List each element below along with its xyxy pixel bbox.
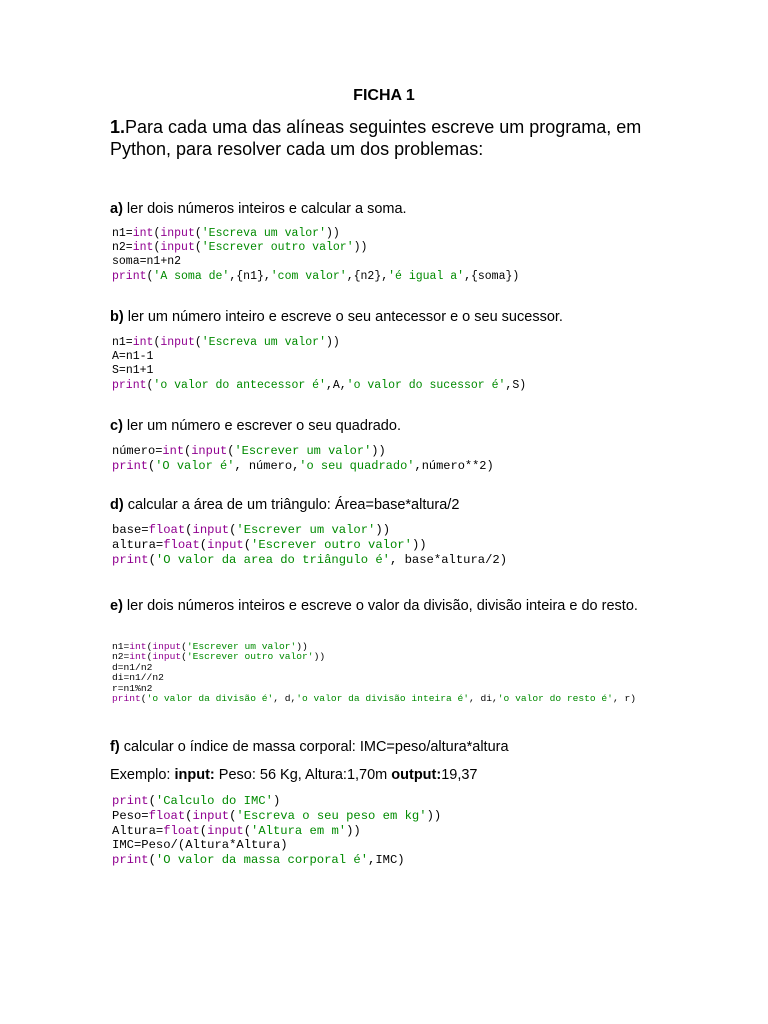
- code-line: print('o valor do antecessor é',A,'o valor do sucessor é',S): [112, 378, 527, 392]
- question-letter: e): [110, 598, 123, 614]
- question-text: ler dois números inteiros e calcular a soma.: [122, 201, 407, 217]
- question-e: [110, 597, 640, 615]
- example-input-text: Peso: 56 Kg, Altura:1,70m: [214, 767, 392, 783]
- question-f: [110, 738, 670, 756]
- question-letter: f): [110, 739, 120, 755]
- question-text: calcular o índice de massa corporal: IMC=peso/altura*altura: [119, 739, 509, 755]
- example-input-label: input:: [174, 767, 215, 783]
- code-line: n2=int(input('Escrever outro valor')): [112, 651, 326, 663]
- example-output-label: output:: [391, 767, 442, 783]
- example-output-text: 19,37: [441, 767, 478, 783]
- code-line: n1=int(input('Escreva um valor')): [112, 227, 340, 240]
- question-letter: a): [110, 201, 123, 217]
- code-block-c: [112, 444, 494, 474]
- code-line: d=n1/n2: [112, 661, 153, 673]
- code-line: altura=float(input('Escrever outro valor')): [112, 538, 427, 552]
- code-line: número=int(input('Escrever um valor')): [112, 444, 386, 458]
- code-line: print('Calculo do IMC'): [112, 794, 281, 808]
- example-prefix: Exemplo:: [110, 767, 175, 783]
- question-letter: d): [110, 497, 124, 513]
- code-block-d: [112, 523, 507, 568]
- question-a: [110, 200, 670, 218]
- code-line: Altura=float(input('Altura em m')): [112, 823, 361, 838]
- code-line: print('O valor é', número,'o seu quadrado',número**2): [112, 459, 494, 473]
- question-d: [110, 496, 670, 514]
- question-b: [110, 308, 670, 326]
- question-letter: b): [110, 309, 124, 325]
- code-line: print('A soma de',{n1},'com valor',{n2},'é igual a',{soma}): [112, 269, 520, 283]
- code-line: n1=int(input('Escrever um valor')): [112, 641, 308, 652]
- code-line: base=float(input('Escrever um valor')): [112, 523, 391, 537]
- code-line: print('O valor da area do triângulo é', base*altura/2): [112, 553, 508, 567]
- question-text: calcular a área de um triângulo: Área=base*altura/2: [123, 497, 460, 513]
- code-line: di=n1//n2: [112, 672, 164, 684]
- code-line: n1=int(input('Escreva um valor')): [112, 336, 340, 349]
- example-line: [110, 766, 670, 784]
- question-c: [110, 417, 670, 435]
- question-text: ler um número inteiro e escreve o seu antecessor e o seu sucessor.: [123, 309, 563, 325]
- code-block-e: [112, 642, 636, 704]
- question-text: ler dois números inteiros e escreve o valor da divisão, divisão inteira e do resto.: [122, 598, 638, 614]
- question-text: ler um número e escrever o seu quadrado.: [122, 418, 401, 434]
- code-line: soma=n1+n2: [112, 255, 182, 269]
- code-line: IMC=Peso/(Altura*Altura): [112, 838, 288, 853]
- code-block-b: [112, 336, 526, 393]
- code-line: print('O valor da massa corporal é',IMC): [112, 853, 405, 868]
- question-letter: c): [110, 418, 123, 434]
- code-line: S=n1+1: [112, 364, 154, 378]
- code-line: Peso=float(input('Escreva o seu peso em kg')): [112, 808, 442, 823]
- code-block-f: [112, 794, 441, 868]
- code-line: n2=int(input('Escrever outro valor')): [112, 241, 368, 255]
- code-line: A=n1-1: [112, 350, 154, 364]
- code-block-a: [112, 227, 519, 284]
- code-line: r=n1%n2: [112, 682, 153, 694]
- page-title: FICHA 1: [353, 87, 415, 104]
- exercise-instructions: Para cada uma das alíneas seguintes escreve um programa, em Python, para resolver cada um dos problemas:: [110, 117, 642, 159]
- exercise-number: 1.: [110, 117, 126, 137]
- exercise-intro: [110, 116, 690, 160]
- code-line: print('o valor da divisão é', d,'o valor da divisão inteira é', di,'o valor do resto é', r): [112, 693, 636, 705]
